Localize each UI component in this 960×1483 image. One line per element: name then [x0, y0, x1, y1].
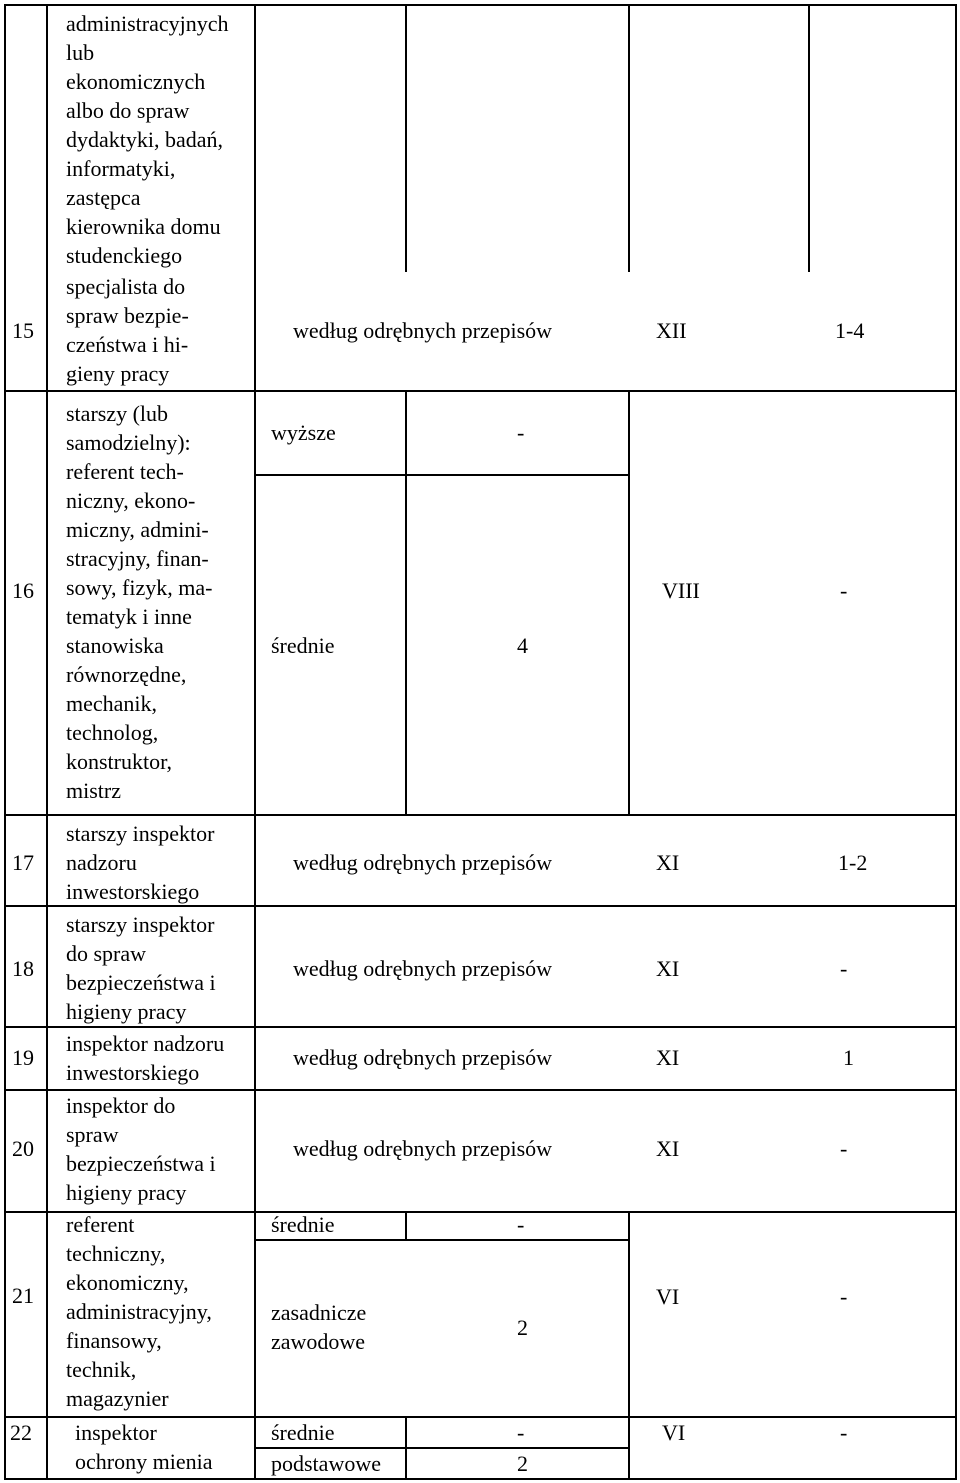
row-15-number: 15: [12, 318, 34, 343]
row-20-grade: XI: [656, 1136, 680, 1161]
row-17-title: starszy inspektor nadzoru inwestorskiego: [66, 821, 215, 904]
col-separator-years-top: [628, 4, 630, 272]
row-21-years-1: -: [517, 1212, 525, 1237]
row-20-title: inspektor do spraw bezpieczeństwa i higieny pracy: [66, 1093, 216, 1205]
row-20-number: 20: [12, 1136, 34, 1161]
row-16-extra: -: [840, 578, 848, 603]
row-cont-title: administracyjnych lub ekonomicznych albo do spraw dydaktyki, badań, informatyki, zastępca kierownika domu studenckiego: [66, 11, 229, 268]
row-18-requirement: według odrębnych przepisów: [293, 956, 553, 981]
row-22-extra: -: [840, 1420, 848, 1445]
row-22-number: 22: [10, 1420, 32, 1445]
row-21-title: referent techniczny, ekonomiczny, administracyjny, finansowy, technik, magazynier: [66, 1212, 212, 1411]
row-separator-16-inner: [254, 474, 630, 476]
row-21-education-1: średnie: [271, 1212, 335, 1237]
row-22-title: inspektor ochrony mienia: [75, 1420, 213, 1474]
row-19-grade: XI: [656, 1045, 680, 1070]
row-17-extra: 1-2: [838, 850, 868, 875]
table-border-left: [4, 4, 6, 1480]
row-16-years-2: 4: [517, 633, 528, 658]
row-22-years-2: 2: [517, 1451, 528, 1476]
row-15-requirement: według odrębnych przepisów: [293, 318, 553, 343]
row-15-title: specjalista do spraw bezpie- czeństwa i hi- gieny pracy: [66, 274, 189, 386]
col-separator-num: [46, 4, 48, 1480]
row-16-grade: VIII: [662, 578, 700, 603]
row-16-years-1: -: [517, 420, 525, 445]
row-17-number: 17: [12, 850, 34, 875]
row-22-education-1: średnie: [271, 1420, 335, 1445]
row-19-extra: 1: [843, 1045, 854, 1070]
row-15-extra: 1-4: [835, 318, 865, 343]
row-22-grade: VI: [662, 1420, 686, 1445]
row-21-years-2: 2: [517, 1315, 528, 1340]
row-18-number: 18: [12, 956, 34, 981]
row-22-years-1: -: [517, 1420, 525, 1445]
col-separator-edu-top: [405, 4, 407, 272]
row-21-grade: VI: [656, 1284, 680, 1309]
row-16-education-1: wyższe: [271, 420, 336, 445]
table-border-top: [4, 4, 957, 6]
row-18-grade: XI: [656, 956, 680, 981]
row-21-extra: -: [840, 1284, 848, 1309]
row-separator-15-16: [4, 390, 957, 392]
row-20-requirement: według odrębnych przepisów: [293, 1136, 553, 1161]
col-separator-years-r21: [628, 1211, 630, 1416]
col-separator-grade-top: [808, 4, 810, 272]
row-19-requirement: według odrębnych przepisów: [293, 1045, 553, 1070]
col-separator-edu-r21: [405, 1211, 407, 1241]
row-21-number: 21: [12, 1283, 34, 1308]
row-20-extra: -: [840, 1136, 848, 1161]
row-18-extra: -: [840, 956, 848, 981]
row-separator-16-17: [4, 814, 957, 816]
row-19-number: 19: [12, 1045, 34, 1070]
row-16-number: 16: [12, 578, 34, 603]
row-separator-18-19: [4, 1026, 957, 1028]
row-17-grade: XI: [656, 850, 680, 875]
table-border-bottom: [4, 1478, 957, 1480]
row-separator-21-inner: [254, 1239, 630, 1241]
col-separator-edu-r16: [405, 390, 407, 814]
col-separator-years-r16: [628, 390, 630, 814]
table-border-right: [955, 4, 957, 1480]
row-18-title: starszy inspektor do spraw bezpieczeństwa i higieny pracy: [66, 912, 216, 1024]
row-17-requirement: według odrębnych przepisów: [293, 850, 553, 875]
row-21-education-2: zasadnicze zawodowe: [271, 1300, 367, 1354]
row-16-education-2: średnie: [271, 633, 335, 658]
row-16-title: starszy (lub samodzielny): referent tech- niczny, ekono- miczny, admini- stracyjny, finan- sowy, fizyk, ma- tematyk i inne stanowiska równorzędne, mechanik, technolog, konstruktor, mistrz: [66, 401, 213, 803]
row-15-grade: XII: [656, 318, 687, 343]
col-separator-title: [254, 4, 256, 1480]
row-19-title: inspektor nadzoru inwestorskiego: [66, 1031, 225, 1085]
row-22-education-2: podstawowe: [271, 1451, 381, 1476]
